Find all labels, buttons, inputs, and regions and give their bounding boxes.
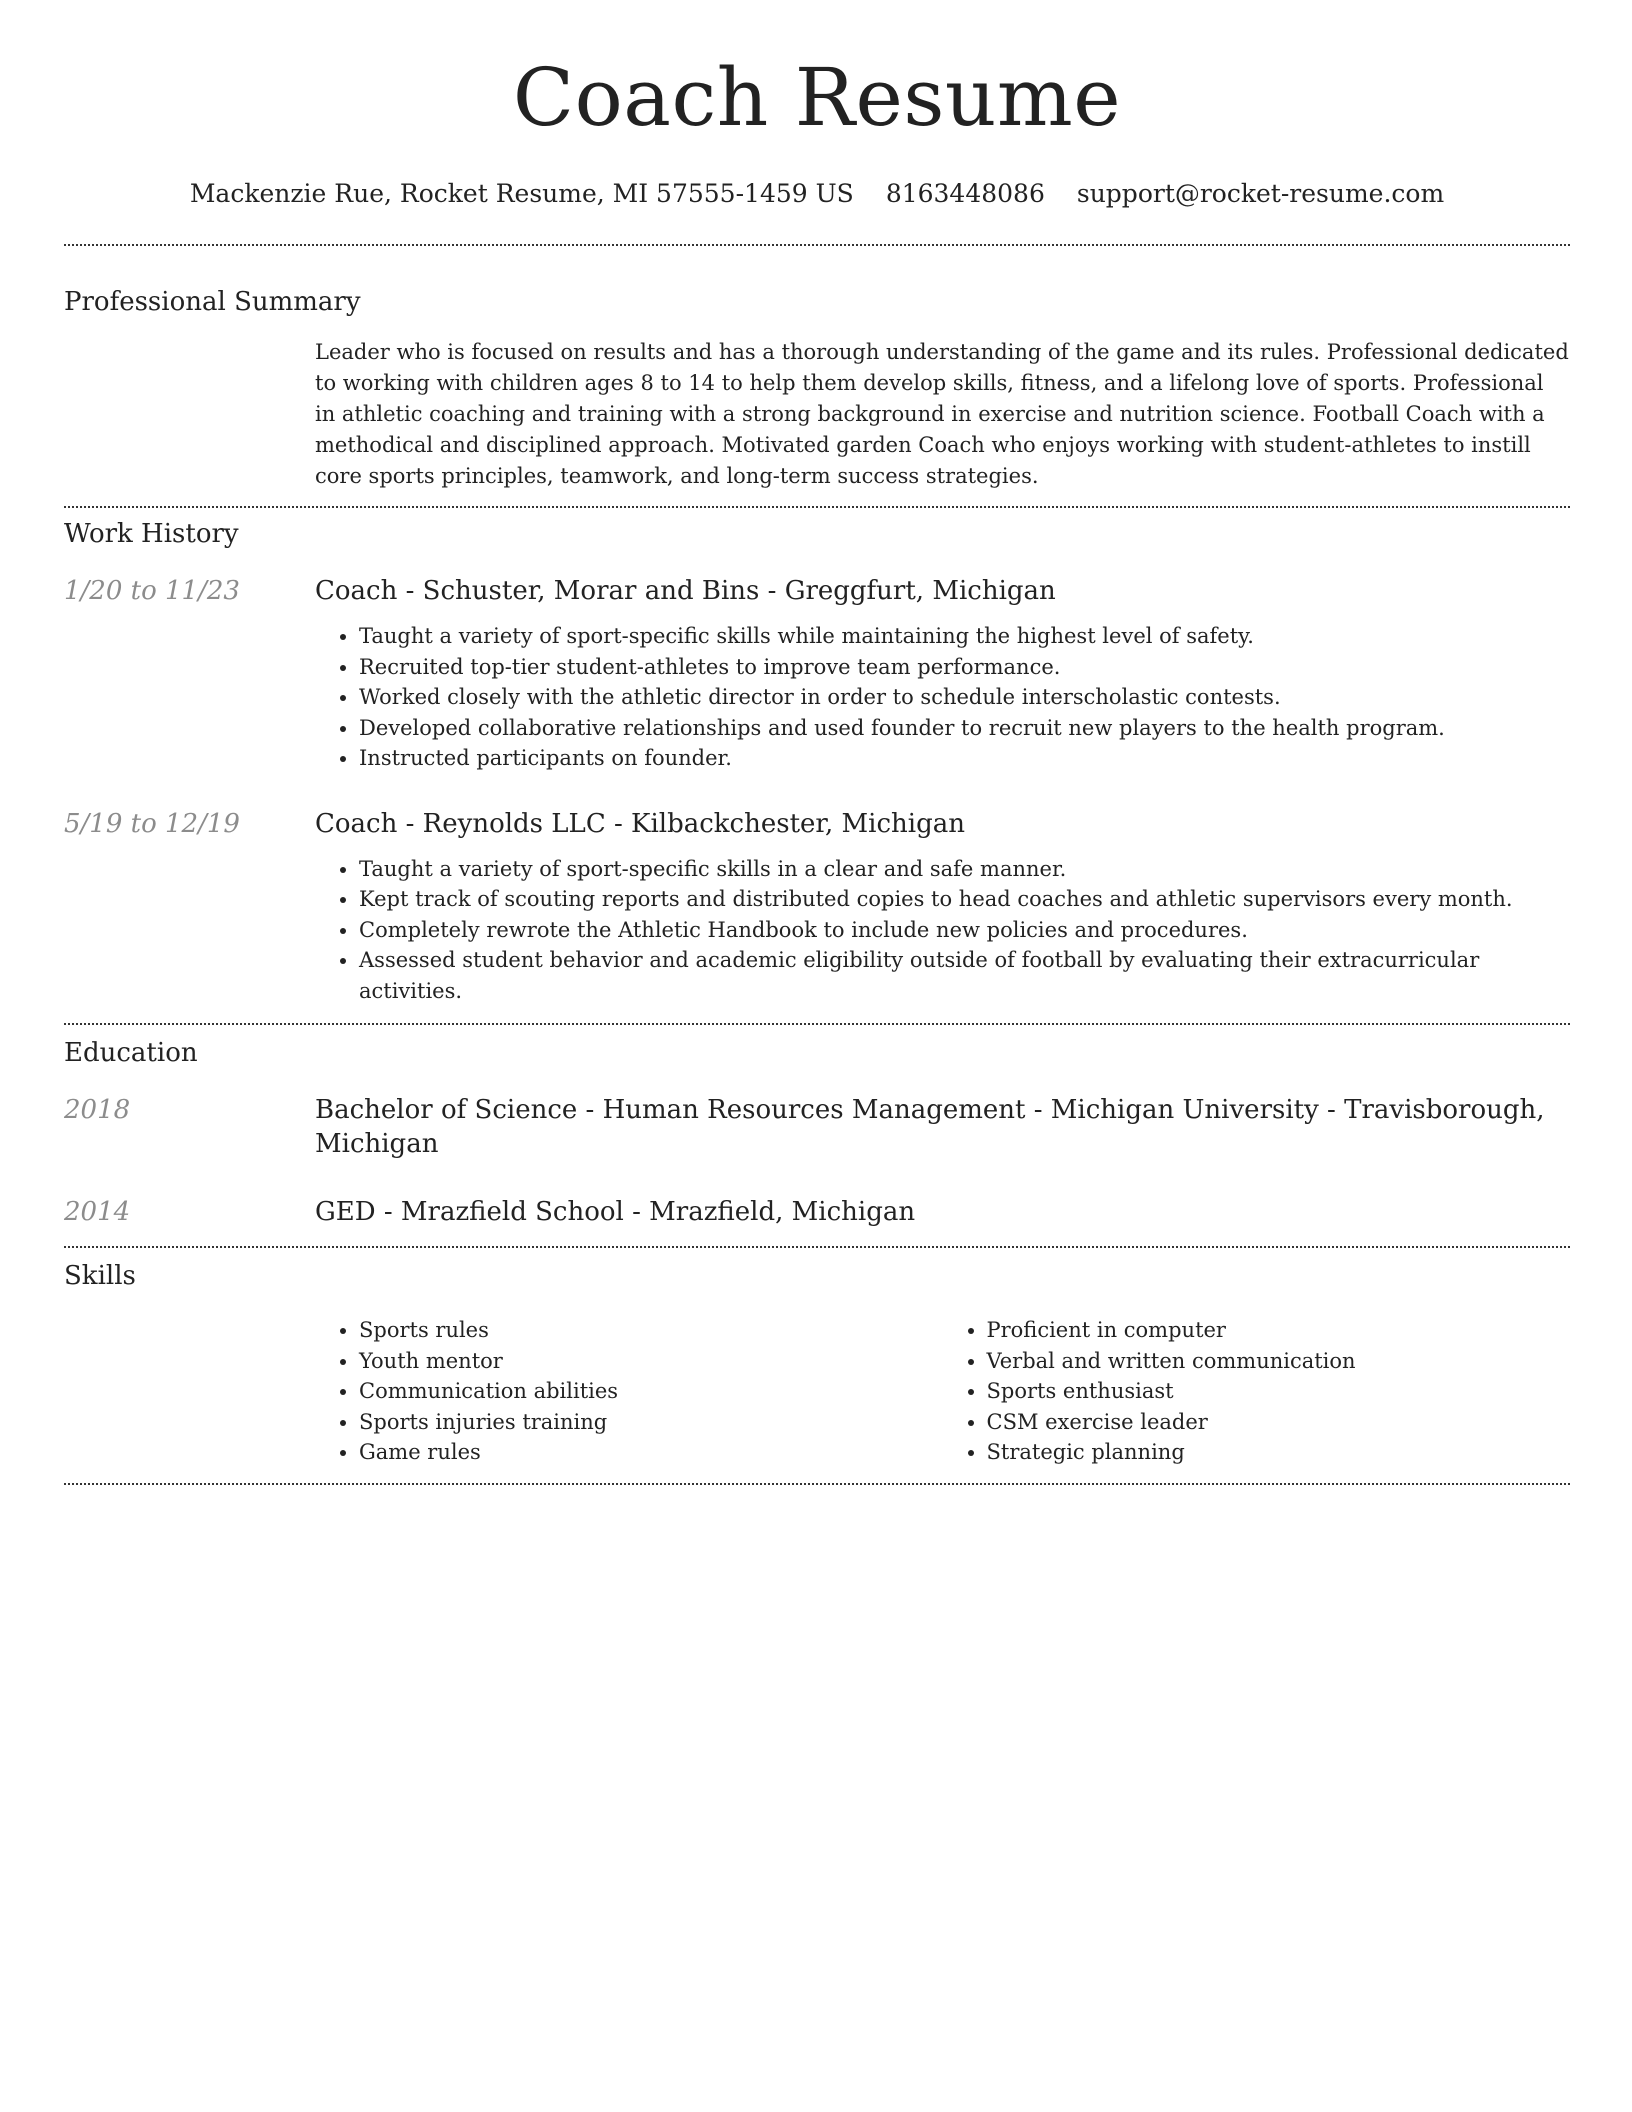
list-item: • Taught a variety of sport-specific skills while maintaining the highest level of safety.	[359, 621, 1570, 652]
contact-email: support@rocket-resume.com	[1076, 179, 1445, 208]
list-item: • Recruited top-tier student-athletes to improve team performance.	[359, 652, 1570, 683]
list-item: • Kept track of scouting reports and distributed copies to head coaches and athletic supervisors every month.	[359, 884, 1570, 915]
list-item: • Game rules	[359, 1437, 943, 1468]
job-entry	[64, 807, 1570, 1007]
job-dates: 1/20 to 11/23	[64, 576, 240, 606]
summary-spacer	[64, 337, 315, 492]
list-item: • Youth mentor	[359, 1346, 943, 1377]
list-item: • CSM exercise leader	[987, 1407, 1571, 1438]
list-item: • Instructed participants on founder.	[359, 743, 1570, 774]
divider	[64, 1483, 1570, 1485]
page-title: Coach Resume	[512, 51, 1122, 144]
section-heading-education: Education	[64, 1038, 198, 1068]
section-heading-work: Work History	[64, 519, 239, 549]
summary-section	[64, 246, 1570, 492]
job-bullets	[315, 854, 1570, 1007]
list-item: • Sports injuries training	[359, 1407, 943, 1438]
education-section	[64, 1025, 1570, 1229]
list-item: • Assessed student behavior and academic eligibility outside of football by evaluating their extracurricular activities.	[359, 945, 1570, 1006]
list-item: • Taught a variety of sport-specific skills in a clear and safe manner.	[359, 854, 1570, 885]
education-year: 2014	[64, 1197, 131, 1227]
list-item: • Proficient in computer	[987, 1315, 1571, 1346]
resume-page	[64, 0, 1570, 1485]
job-bullets	[315, 621, 1570, 774]
list-item: • Completely rewrote the Athletic Handbook to include new policies and procedures.	[359, 915, 1570, 946]
skills-section	[64, 1248, 1570, 1468]
section-heading-summary: Professional Summary	[64, 287, 361, 317]
contact-address: Mackenzie Rue, Rocket Resume, MI 57555-1459 US	[189, 179, 854, 208]
education-entry	[64, 1195, 1570, 1229]
education-year: 2018	[64, 1095, 131, 1125]
list-item: • Developed collaborative relationships and used founder to recruit new players to the health program.	[359, 713, 1570, 744]
job-entry	[64, 574, 1570, 774]
summary-text: Leader who is focused on results and has a thorough understanding of the game and its rules. Professional dedicated to working with children ages 8 to 14 to help them develop skills, fitness, and a lifelong love of sports. Professional in athletic coaching and training with a strong background in exercise and nutrition science. Football Coach with a methodical and disciplined approach. Motivated garden Coach who enjoys working with student-athletes to instill core sports principles, teamwork, and long-term success strategies.	[315, 340, 1569, 488]
list-item: • Worked closely with the athletic director in order to schedule interscholastic contests.	[359, 682, 1570, 713]
skills-list-left	[315, 1315, 943, 1468]
list-item: • Sports rules	[359, 1315, 943, 1346]
list-item: • Communication abilities	[359, 1376, 943, 1407]
job-title: Coach - Reynolds LLC - Kilbackchester, Michigan	[315, 808, 965, 839]
skills-list-right	[943, 1315, 1571, 1468]
education-title: GED - Mrazfield School - Mrazfield, Michigan	[315, 1197, 916, 1227]
contact-phone: 8163448086	[885, 179, 1045, 208]
list-item: • Strategic planning	[987, 1437, 1571, 1468]
contact-line	[64, 176, 1570, 212]
job-dates: 5/19 to 12/19	[64, 808, 240, 839]
education-entry	[64, 1093, 1570, 1161]
education-title: Bachelor of Science - Human Resources Management - Michigan University - Travisborough, Michigan	[315, 1095, 1545, 1159]
section-heading-skills: Skills	[64, 1261, 136, 1291]
skills-spacer	[64, 1315, 315, 1468]
list-item: • Verbal and written communication	[987, 1346, 1571, 1377]
work-history-section	[64, 508, 1570, 1006]
job-title: Coach - Schuster, Morar and Bins - Greggfurt, Michigan	[315, 576, 1056, 606]
list-item: • Sports enthusiast	[987, 1376, 1571, 1407]
